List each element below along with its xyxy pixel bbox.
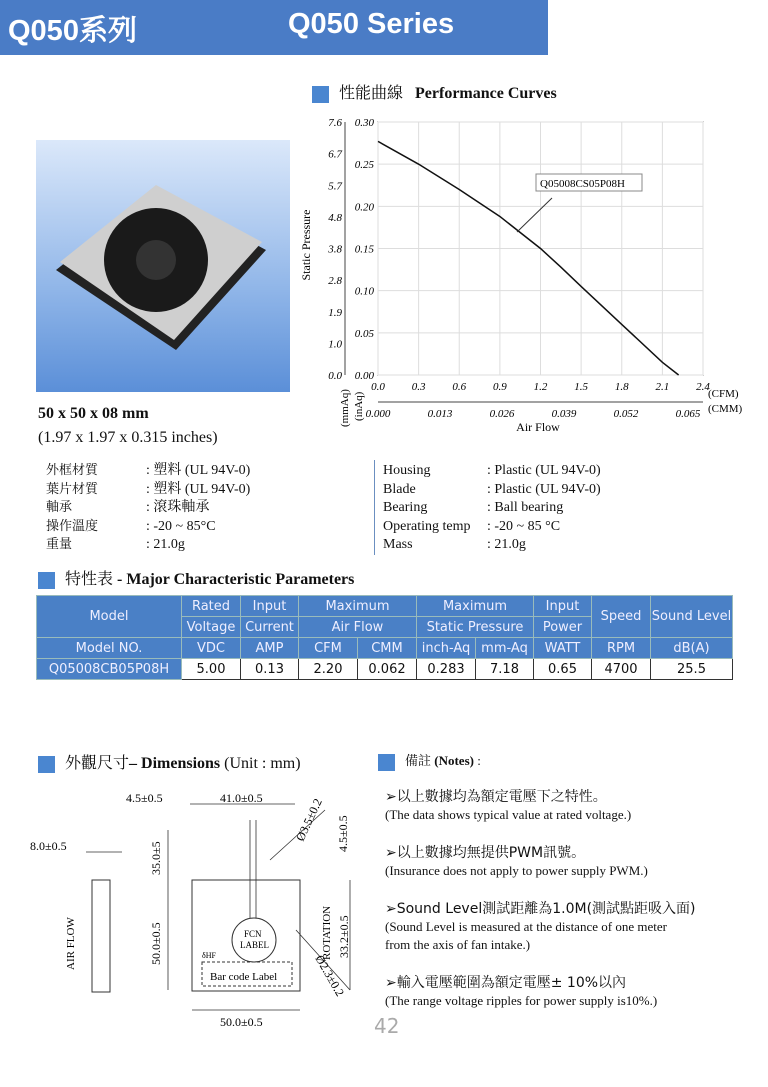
th-model: Model: [37, 596, 182, 638]
y2-tick-label: 4.8: [328, 211, 342, 224]
y-tick-label: 0.05: [354, 327, 374, 340]
spec-row: [383, 518, 601, 537]
side-view: [92, 880, 110, 992]
unit-cell: RPM: [592, 638, 651, 659]
y2-tick-label: 0.0: [328, 370, 342, 382]
heading-en: Performance Curves: [415, 85, 557, 102]
spec-divider: [374, 460, 375, 555]
spec-value: : Plastic (UL 94V-0): [487, 481, 601, 497]
x2-tick-label: 0.039: [551, 408, 577, 420]
spec-value: : 滾珠軸承: [146, 500, 210, 515]
title-cn: Q050系列: [8, 15, 137, 47]
spec-row: [383, 462, 601, 481]
unit-cell: inch-Aq: [417, 638, 476, 659]
x2-tick-label: 0.052: [613, 408, 639, 420]
heading-en: (Notes): [434, 753, 474, 768]
specs-cn: [46, 462, 250, 555]
y-tick-label: 0.00: [354, 370, 374, 382]
heading-cn: 外觀尺寸: [65, 753, 130, 772]
th: Static Pressure: [417, 617, 534, 638]
spec-value: : 塑料 (UL 94V-0): [146, 481, 251, 497]
y-tick-label: 0.15: [354, 243, 374, 256]
dimension-label: Ø3.5±0.2: [293, 796, 325, 844]
th: Voltage: [182, 617, 241, 638]
y2-tick-label: 5.7: [328, 180, 342, 193]
x-tick-label: 0.0: [371, 381, 385, 393]
spec-key: 葉片材質: [46, 481, 99, 497]
th: Air Flow: [299, 617, 417, 638]
th: Rated: [182, 596, 241, 617]
page-number: 42: [374, 1014, 400, 1038]
x-tick-label: 1.5: [574, 381, 588, 393]
value-cell: 5.00: [182, 659, 241, 680]
heading-cn: 性能曲線: [339, 83, 404, 102]
y-axis-label: Static Pressure: [299, 209, 313, 281]
x-unit: (CFM): [708, 388, 739, 400]
y2-tick-label: 1.9: [328, 306, 342, 319]
heading-en: – Dimensions: [129, 755, 221, 772]
heading-en: - Major Characteristic Parameters: [117, 571, 355, 588]
y2-tick-label: 1.0: [328, 338, 342, 351]
spec-key: Mass: [383, 537, 413, 552]
unit-cell: VDC: [182, 638, 241, 659]
spec-row: [383, 499, 601, 518]
fan-illustration: [36, 140, 290, 392]
y2-tick-label: 2.8: [328, 275, 342, 288]
spec-key: Blade: [383, 481, 416, 497]
units-row: [37, 638, 733, 659]
th: Maximum: [299, 596, 417, 617]
y-tick-label: 0.20: [354, 201, 374, 214]
x2-tick-label: 0.000: [365, 408, 391, 420]
y-tick-label: 0.25: [354, 159, 374, 172]
unit-cell: WATT: [534, 638, 592, 659]
spec-key: 重量: [46, 537, 73, 552]
note-en: (Insurance does not apply to power supply PWM.): [385, 863, 648, 878]
table-row: [37, 659, 733, 680]
x-tick-label: 1.2: [533, 381, 548, 393]
specs-en: [383, 462, 601, 555]
params-table: [36, 595, 733, 680]
size-inches: (1.97 x 1.97 x 0.315 inches): [38, 429, 218, 446]
notes-heading: 備註 (Notes) :: [378, 750, 481, 771]
unit: (Unit : mm): [224, 755, 301, 772]
note-en-cont: from the axis of fan intake.): [385, 937, 531, 952]
spec-value: : Ball bearing: [487, 500, 564, 515]
unit-cell: Model NO.: [37, 638, 182, 659]
note-cn: ➢輸入電壓範圍為額定電壓± 10%以內: [385, 975, 627, 991]
y2-tick-label: 7.6: [328, 117, 342, 129]
spec-key: Housing: [383, 463, 431, 478]
dimension-label: 41.0±0.5: [220, 791, 263, 805]
note-en: (The range voltage ripples for power supply is10%.): [385, 993, 658, 1008]
th: Sound Level: [651, 596, 733, 638]
dimension-label: δHF: [202, 951, 216, 960]
dimension-label: LABEL: [240, 940, 269, 950]
dimension-label: FCN: [244, 929, 262, 939]
header-bar: [0, 0, 548, 55]
dimension-label: 50.0±0.5: [220, 1015, 263, 1029]
note-item: [385, 788, 696, 824]
th: Input: [534, 596, 592, 617]
note-cn: ➢以上數據均無提供PWM訊號。: [385, 845, 586, 861]
value-cell: 25.5: [651, 659, 733, 680]
y2-tick-label: 6.7: [328, 148, 342, 161]
th: Power: [534, 617, 592, 638]
th: Speed: [592, 596, 651, 638]
value-cell: 0.283: [417, 659, 476, 680]
note-en: (Sound Level is measured at the distance of one meter: [385, 919, 667, 934]
spec-value: : -20 ~ 85°C: [146, 518, 216, 534]
spec-value: : 21.0g: [487, 537, 526, 552]
heading-cn: 備註: [405, 754, 432, 769]
spec-row: [46, 518, 250, 537]
spec-value: : 21.0g: [146, 537, 185, 552]
value-cell: 0.13: [241, 659, 299, 680]
x-tick-label: 0.6: [452, 381, 467, 393]
spec-value: : Plastic (UL 94V-0): [487, 463, 601, 478]
note-cn: ➢Sound Level測試距離為1.0M(測試點距吸入面): [385, 901, 696, 917]
spec-row: [383, 481, 601, 500]
x-tick-label: 2.4: [696, 381, 710, 393]
note-item: [385, 844, 696, 880]
title-en: Q050 Series: [288, 8, 455, 40]
value-cell: 4700: [592, 659, 651, 680]
unit-cell: dB(A): [651, 638, 733, 659]
y2-tick-label: 3.8: [328, 243, 342, 256]
note-item: [385, 974, 696, 1010]
spec-row: [46, 481, 250, 500]
note-item: [385, 900, 696, 954]
th: Current: [241, 617, 299, 638]
dimensions-heading: [38, 750, 301, 773]
note-cn: ➢以上數據均為額定電壓下之特性。: [385, 789, 607, 805]
spec-key: 操作溫度: [46, 518, 99, 534]
unit-cell: AMP: [241, 638, 299, 659]
dimension-label: 33.2±0.5: [337, 915, 351, 958]
spec-key: 軸承: [46, 500, 73, 515]
x-axis-label: Air Flow: [516, 420, 560, 434]
dimension-label: 8.0±0.5: [30, 839, 67, 853]
spec-key: 外框材質: [46, 463, 99, 478]
series-label: Q05008CS05P08H: [540, 178, 625, 190]
x2-tick-label: 0.065: [675, 408, 701, 420]
params-heading: [38, 566, 354, 589]
value-cell: 0.062: [358, 659, 417, 680]
y2-unit: (mmAq): [339, 389, 351, 427]
notes-list: [385, 788, 696, 1030]
x-tick-label: 0.9: [493, 381, 507, 393]
dimension-label: 35.0±5: [149, 841, 163, 875]
heading-cn: 特性表: [65, 569, 114, 588]
fan-product-image: [36, 140, 290, 392]
x-tick-label: 1.8: [614, 381, 629, 393]
dimension-drawing: [30, 790, 370, 1030]
dimension-label: ROTATION: [321, 905, 333, 960]
value-cell: 2.20: [299, 659, 358, 680]
y-tick-label: 0.10: [354, 285, 374, 298]
dimension-label: Bar code Label: [210, 971, 278, 983]
spec-row: [383, 536, 601, 555]
x2-unit: (CMM): [708, 403, 743, 415]
value-cell: 7.18: [476, 659, 534, 680]
y-tick-label: 0.30: [354, 117, 374, 129]
note-en: (The data shows typical value at rated voltage.): [385, 807, 632, 822]
unit-cell: CFM: [299, 638, 358, 659]
th: Maximum: [417, 596, 534, 617]
x-tick-label: 2.1: [655, 381, 670, 393]
th: Input: [241, 596, 299, 617]
unit-cell: CMM: [358, 638, 417, 659]
dimension-label: AIR FLOW: [65, 917, 77, 970]
spec-row: [46, 536, 250, 555]
x-tick-label: 0.3: [411, 381, 426, 393]
spec-row: [46, 499, 250, 518]
performance-chart: [290, 105, 768, 440]
dimension-label: Ø2.3±0.2: [312, 952, 348, 999]
spec-key: Operating temp: [383, 518, 471, 534]
y-unit: (inAq): [353, 391, 365, 421]
spec-row: [46, 462, 250, 481]
dimension-label: 4.5±0.5: [126, 791, 163, 805]
spec-value: : -20 ~ 85 °C: [487, 518, 561, 534]
x2-tick-label: 0.026: [489, 408, 515, 420]
unit-cell: mm-Aq: [476, 638, 534, 659]
spec-value: : 塑料 (UL 94V-0): [146, 463, 251, 478]
model-cell: Q05008CB05P08H: [37, 659, 182, 680]
x2-tick-label: 0.013: [427, 408, 453, 420]
spec-key: Bearing: [383, 500, 428, 515]
dimension-label: 4.5±0.5: [336, 815, 350, 852]
size-mm: 50 x 50 x 08 mm: [38, 405, 149, 422]
performance-heading: [312, 80, 557, 103]
value-cell: 0.65: [534, 659, 592, 680]
dimension-label: 50.0±0.5: [149, 922, 163, 965]
